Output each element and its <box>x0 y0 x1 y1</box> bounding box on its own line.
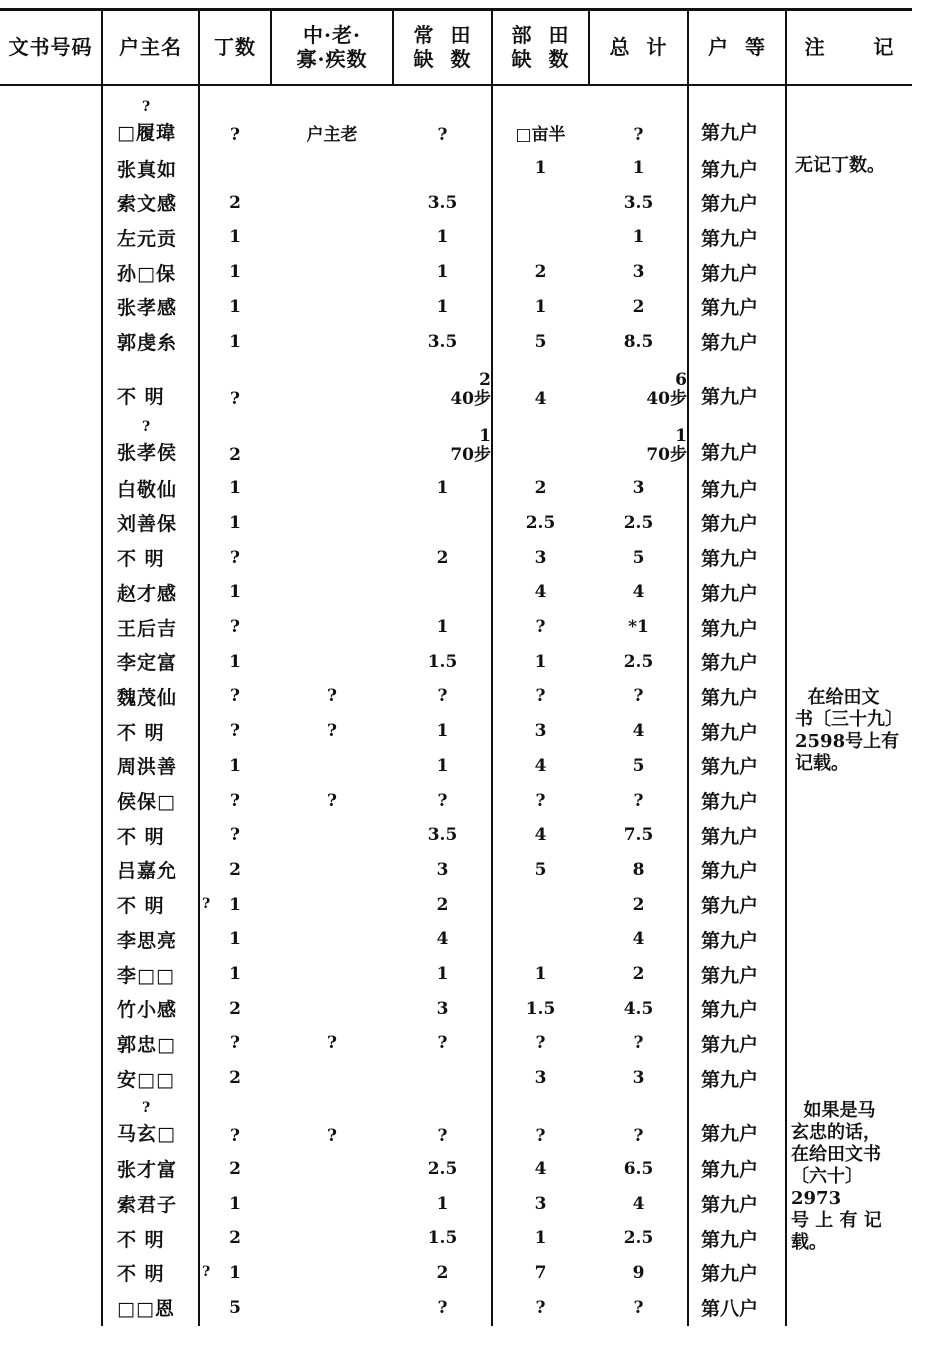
cell-bu <box>493 888 588 922</box>
cell-name: 李定富 <box>117 652 178 675</box>
cell-total: ? <box>633 1033 644 1054</box>
cell-ding: 1 <box>229 262 241 283</box>
cell-bu: 4 <box>534 1158 547 1179</box>
cell-rank: 第八户 <box>701 1298 759 1321</box>
cell-special: ? <box>327 1125 337 1146</box>
cell-special <box>272 818 392 852</box>
cell-rank: 第九户 <box>701 964 759 987</box>
cell-name: 左元贡 <box>117 227 178 250</box>
cell-chang: 1 <box>436 478 449 499</box>
cell-total: ? <box>633 790 644 811</box>
cell-total: 2 <box>632 894 645 915</box>
cell-rank: 第九户 <box>701 1194 759 1216</box>
uncertain-mark: ? <box>202 1263 211 1280</box>
cell-rank: 第九户 <box>701 1033 759 1056</box>
cell-bu: ? <box>535 617 546 637</box>
cell-special <box>272 1221 392 1255</box>
cell-bu: 3 <box>534 547 547 568</box>
cell-name: 索君子 <box>117 1194 178 1216</box>
cell-bu <box>493 415 588 471</box>
cell-total: ? <box>633 1297 644 1318</box>
table-row <box>0 1291 912 1325</box>
cell-chang: 1.5 <box>427 651 458 672</box>
cell-chang: ? <box>437 125 448 145</box>
cell-chang: 2 40步 <box>450 370 491 410</box>
cell-chang: ? <box>437 790 448 811</box>
cell-special: ? <box>327 790 337 811</box>
cell-ding: 1 <box>229 755 241 776</box>
cell-rank: 第九户 <box>701 158 759 181</box>
cell-name: 周洪善 <box>117 756 178 779</box>
table-row <box>0 749 912 783</box>
cell-chang: 3.5 <box>427 331 458 352</box>
cell-bu: □亩半 <box>515 125 566 145</box>
table-row <box>0 888 912 922</box>
cell-rank: 第九户 <box>701 999 759 1022</box>
cell-name: 不 明 <box>117 825 165 848</box>
cell-chang: 1 70步 <box>450 426 491 466</box>
cell-name: 张真如 <box>117 158 178 181</box>
cell-total: 2.5 <box>623 512 654 533</box>
cell-name: 刘善保 <box>117 513 178 536</box>
cell-chang: 1 <box>436 296 449 317</box>
cell-special <box>272 922 392 956</box>
cell-ding: 2 <box>229 445 241 466</box>
cell-ding: ? <box>230 125 240 145</box>
cell-ding: 2 <box>229 192 241 213</box>
cell-chang: 1 <box>436 227 449 248</box>
cell-total: 9 <box>632 1262 645 1283</box>
header-special-count: 中·老· 寡·疾数 <box>296 23 368 71</box>
table-row <box>0 957 912 991</box>
cell-rank: 第九户 <box>701 1122 759 1145</box>
cell-rank: 第九户 <box>701 825 759 848</box>
cell-ding: 1 <box>229 1193 241 1214</box>
cell-rank: 第九户 <box>701 386 759 409</box>
cell-name: 侯保□ <box>117 791 176 813</box>
table-row <box>0 610 912 644</box>
cell-total: *1 <box>628 617 649 637</box>
header-household-rank: 户 等 <box>708 35 766 59</box>
table-row <box>0 95 912 151</box>
cell-bu: 1.5 <box>525 998 556 1019</box>
cell-special: ? <box>327 686 337 707</box>
cell-ding: ? <box>230 389 240 410</box>
cell-chang: 1 <box>436 1193 449 1214</box>
cell-special <box>272 186 392 220</box>
cell-chang: 2 <box>436 547 449 568</box>
cell-special <box>272 992 392 1026</box>
cell-rank: 第九户 <box>701 1159 759 1182</box>
table-row <box>0 1026 912 1060</box>
cell-ding: 1 <box>229 1262 241 1283</box>
cell-ding: 1 <box>229 964 241 984</box>
cell-bu: 2 <box>534 478 547 499</box>
cell-chang: ? <box>437 1033 448 1054</box>
cell-bu: 1 <box>534 296 547 317</box>
uncertain-mark: ? <box>142 419 151 436</box>
cell-bu: 4 <box>534 825 547 846</box>
note-3: 如果是马 玄忠的话， 在给田文书 〔六十〕2973 号 上 有 记 载。 <box>791 1100 882 1253</box>
table-row <box>0 679 912 713</box>
cell-name: □履瑋 <box>117 122 176 144</box>
cell-total: 4.5 <box>623 998 654 1019</box>
uncertain-mark: ? <box>142 1099 151 1116</box>
cell-total: 4 <box>632 1193 645 1214</box>
cell-name: 不 明 <box>117 386 165 409</box>
cell-bu: 3 <box>534 721 547 742</box>
cell-name: 安□□ <box>117 1068 175 1091</box>
cell-name: 不 明 <box>117 721 165 744</box>
cell-special <box>272 645 392 679</box>
cell-special <box>272 1061 392 1095</box>
cell-rank: 第九户 <box>701 262 759 285</box>
cell-ding: 2 <box>229 998 241 1019</box>
cell-name: 李□□ <box>117 964 175 987</box>
cell-bu: 1 <box>534 964 547 984</box>
cell-rank: 第九户 <box>701 721 759 744</box>
header-bu-field: 部 田 缺 数 <box>511 23 570 71</box>
cell-bu: 1 <box>534 158 547 178</box>
cell-total: 2 <box>632 296 645 317</box>
cell-bu: 4 <box>534 389 547 410</box>
cell-total: 1 <box>632 227 645 248</box>
cell-ding: 2 <box>229 1228 241 1249</box>
cell-name: 不 明 <box>117 1228 165 1251</box>
cell-bu: 1 <box>534 1228 547 1249</box>
cell-rank: 第九户 <box>701 617 759 640</box>
cell-name: 竹小感 <box>117 999 178 1022</box>
cell-ding: ? <box>230 617 240 637</box>
cell-chang: 1 <box>436 721 449 742</box>
cell-ding: 5 <box>229 1297 241 1318</box>
cell-special <box>272 610 392 644</box>
cell-bu: ? <box>535 790 546 811</box>
cell-special <box>272 749 392 783</box>
table-row <box>0 359 912 415</box>
cell-name: □□恩 <box>117 1298 175 1321</box>
cell-total: 3 <box>632 1068 645 1089</box>
cell-bu: 5 <box>534 859 547 880</box>
table-row <box>0 1187 912 1221</box>
cell-special <box>272 290 392 324</box>
cell-ding: 1 <box>229 582 241 603</box>
table-row <box>0 541 912 575</box>
cell-chang <box>394 506 491 540</box>
cell-bu: ? <box>535 1297 546 1318</box>
header-household-head: 户主名 <box>119 35 182 59</box>
table-row <box>0 1061 912 1095</box>
cell-chang: 2 <box>436 894 449 915</box>
cell-name: 郭忠□ <box>117 1033 176 1056</box>
cell-name: 赵才感 <box>117 582 178 605</box>
cell-rank: 第九户 <box>701 582 759 605</box>
cell-ding: 2 <box>229 859 241 880</box>
cell-special <box>272 1152 392 1186</box>
cell-name: 不 明 <box>117 1263 165 1286</box>
table-row <box>0 506 912 540</box>
cell-chang: 3.5 <box>427 192 458 213</box>
cell-special <box>272 325 392 359</box>
cell-name: 白敬仙 <box>117 478 178 501</box>
table-row <box>0 325 912 359</box>
cell-ding: 1 <box>229 227 241 248</box>
table-row <box>0 290 912 324</box>
cell-name: 吕嘉允 <box>117 860 178 883</box>
cell-name: 张孝侯 <box>117 442 178 465</box>
cell-name: 魏茂仙 <box>117 686 178 709</box>
table-row <box>0 415 912 471</box>
cell-total: 5 <box>632 547 645 568</box>
cell-chang: 1 <box>436 964 449 984</box>
top-rule <box>0 8 912 11</box>
cell-ding: ? <box>230 790 240 811</box>
cell-name: 张孝感 <box>117 297 178 320</box>
cell-rank: 第九户 <box>701 652 759 675</box>
cell-special <box>272 151 392 185</box>
cell-special <box>272 1256 392 1290</box>
cell-special: ? <box>327 1033 337 1054</box>
table-row <box>0 1152 912 1186</box>
uncertain-mark: ? <box>202 895 211 912</box>
cell-bu: ? <box>535 1125 546 1146</box>
cell-chang: 3.5 <box>427 825 458 846</box>
cell-ding: ? <box>230 825 240 846</box>
cell-chang: 1.5 <box>427 1228 458 1249</box>
cell-rank: 第九户 <box>701 895 759 918</box>
header-notes: 注 记 <box>804 35 895 59</box>
cell-special <box>272 1291 392 1325</box>
cell-bu: ? <box>535 686 546 707</box>
note-1: 无记丁数。 <box>795 155 885 176</box>
cell-rank: 第九户 <box>701 442 759 465</box>
table-row <box>0 992 912 1026</box>
cell-chang <box>394 1061 491 1095</box>
table-row <box>0 784 912 818</box>
cell-ding: ? <box>230 721 240 742</box>
table-row <box>0 186 912 220</box>
cell-rank: 第九户 <box>701 332 759 354</box>
cell-total: 8.5 <box>623 331 654 352</box>
cell-special: ? <box>327 721 337 742</box>
cell-special <box>272 575 392 609</box>
cell-rank: 第九户 <box>701 513 759 536</box>
cell-special <box>272 220 392 254</box>
cell-name: 不 明 <box>117 548 165 571</box>
cell-name: 李思亮 <box>117 929 178 952</box>
cell-bu: 4 <box>534 755 547 776</box>
cell-total: 6 40步 <box>646 370 687 410</box>
cell-total: 8 <box>632 859 645 880</box>
cell-ding: 1 <box>229 929 241 950</box>
cell-rank: 第九户 <box>701 1068 759 1091</box>
cell-special <box>272 888 392 922</box>
cell-rank: 第九户 <box>701 686 759 709</box>
cell-rank: 第九户 <box>701 193 759 216</box>
cell-chang: 4 <box>436 929 449 950</box>
cell-chang: 3 <box>436 998 449 1019</box>
header-ding-count: 丁数 <box>214 35 256 59</box>
cell-ding: ? <box>230 1125 240 1146</box>
cell-total: 1 <box>632 158 645 178</box>
table-row <box>0 1256 912 1290</box>
cell-rank: 第九户 <box>701 478 759 501</box>
table-row <box>0 818 912 852</box>
table-row <box>0 220 912 254</box>
uncertain-mark: ? <box>142 99 151 115</box>
table-row <box>0 255 912 289</box>
cell-chang: ? <box>437 1297 448 1318</box>
cell-chang <box>394 575 491 609</box>
cell-ding <box>200 151 270 185</box>
cell-total: 1 70步 <box>646 426 687 466</box>
cell-rank: 第九户 <box>701 860 759 883</box>
cell-ding: 1 <box>229 331 241 352</box>
cell-bu: 1 <box>534 651 547 672</box>
cell-bu: 2 <box>534 262 547 283</box>
cell-chang: 1 <box>436 755 449 776</box>
cell-special <box>272 1187 392 1221</box>
cell-bu: 3 <box>534 1068 547 1089</box>
cell-bu: 7 <box>534 1262 547 1283</box>
header-total: 总 计 <box>609 35 668 59</box>
table-row <box>0 1221 912 1255</box>
cell-total: ? <box>633 125 644 145</box>
cell-total: 2.5 <box>623 651 654 672</box>
table-row <box>0 575 912 609</box>
cell-ding: 1 <box>229 512 241 533</box>
note-2: 在给田文 书〔三十九〕 2598号上有 记载。 <box>795 687 903 774</box>
cell-ding: 1 <box>229 894 241 915</box>
cell-bu: 5 <box>534 331 547 352</box>
cell-chang <box>394 151 491 185</box>
cell-ding: 1 <box>229 651 241 672</box>
cell-special <box>272 359 392 415</box>
cell-rank: 第九户 <box>701 1263 759 1286</box>
cell-rank: 第九户 <box>701 1228 759 1251</box>
cell-total: 4 <box>632 929 645 950</box>
cell-name: 郭虔糸 <box>117 332 178 354</box>
cell-total: 4 <box>632 721 645 742</box>
cell-special <box>272 471 392 505</box>
header-chang-field: 常 田 缺 数 <box>413 23 472 71</box>
cell-rank: 第九户 <box>701 297 759 320</box>
cell-chang: 1 <box>436 617 449 637</box>
cell-total: 3.5 <box>623 192 654 213</box>
table-row <box>0 151 912 185</box>
cell-special <box>272 506 392 540</box>
cell-bu: 4 <box>534 582 547 603</box>
cell-bu <box>493 220 588 254</box>
cell-name: 不 明 <box>117 895 165 918</box>
cell-bu: 3 <box>534 1193 547 1214</box>
table-row <box>0 853 912 887</box>
cell-ding: ? <box>230 1033 240 1054</box>
cell-chang: 1 <box>436 262 449 283</box>
table-row <box>0 645 912 679</box>
cell-total: 7.5 <box>623 825 654 846</box>
cell-total: 3 <box>632 478 645 499</box>
header-doc-number: 文书号码 <box>8 35 93 59</box>
cell-special <box>272 255 392 289</box>
cell-name: 马玄□ <box>117 1122 176 1145</box>
cell-total: 6.5 <box>623 1158 654 1179</box>
table-row <box>0 714 912 748</box>
cell-special <box>272 541 392 575</box>
cell-rank: 第九户 <box>701 756 759 779</box>
cell-rank: 第九户 <box>701 791 759 813</box>
cell-special <box>272 853 392 887</box>
cell-ding: 1 <box>229 296 241 317</box>
cell-total: ? <box>633 686 644 707</box>
cell-rank: 第九户 <box>701 122 759 144</box>
cell-name: 孙□保 <box>117 262 176 285</box>
cell-chang: 3 <box>436 859 449 880</box>
cell-rank: 第九户 <box>701 548 759 571</box>
cell-total: 3 <box>632 262 645 283</box>
header-rule <box>0 84 912 86</box>
cell-name: 张才富 <box>117 1159 178 1182</box>
cell-rank: 第九户 <box>701 227 759 250</box>
cell-total: 2.5 <box>623 1228 654 1249</box>
cell-bu: 2.5 <box>525 512 556 533</box>
cell-ding: 1 <box>229 478 241 499</box>
cell-ding: 2 <box>229 1158 241 1179</box>
cell-name: 索文感 <box>117 193 178 216</box>
cell-total: 4 <box>632 582 645 603</box>
cell-chang: 2.5 <box>427 1158 458 1179</box>
cell-ding: ? <box>230 686 240 707</box>
cell-special <box>272 415 392 471</box>
cell-ding: 2 <box>229 1068 241 1089</box>
cell-total: 5 <box>632 755 645 776</box>
cell-chang: ? <box>437 1125 448 1146</box>
cell-total: 2 <box>632 964 645 984</box>
cell-bu <box>493 186 588 220</box>
cell-total: ? <box>633 1125 644 1146</box>
table-row <box>0 1096 912 1152</box>
cell-rank: 第九户 <box>701 929 759 952</box>
cell-chang: ? <box>437 686 448 707</box>
cell-name: 王后吉 <box>117 617 178 640</box>
table-row <box>0 922 912 956</box>
cell-chang: 2 <box>436 1262 449 1283</box>
cell-special: 户主老 <box>306 125 358 145</box>
cell-bu <box>493 922 588 956</box>
table-row <box>0 471 912 505</box>
cell-ding: ? <box>230 547 240 568</box>
cell-bu: ? <box>535 1033 546 1054</box>
cell-special <box>272 957 392 991</box>
